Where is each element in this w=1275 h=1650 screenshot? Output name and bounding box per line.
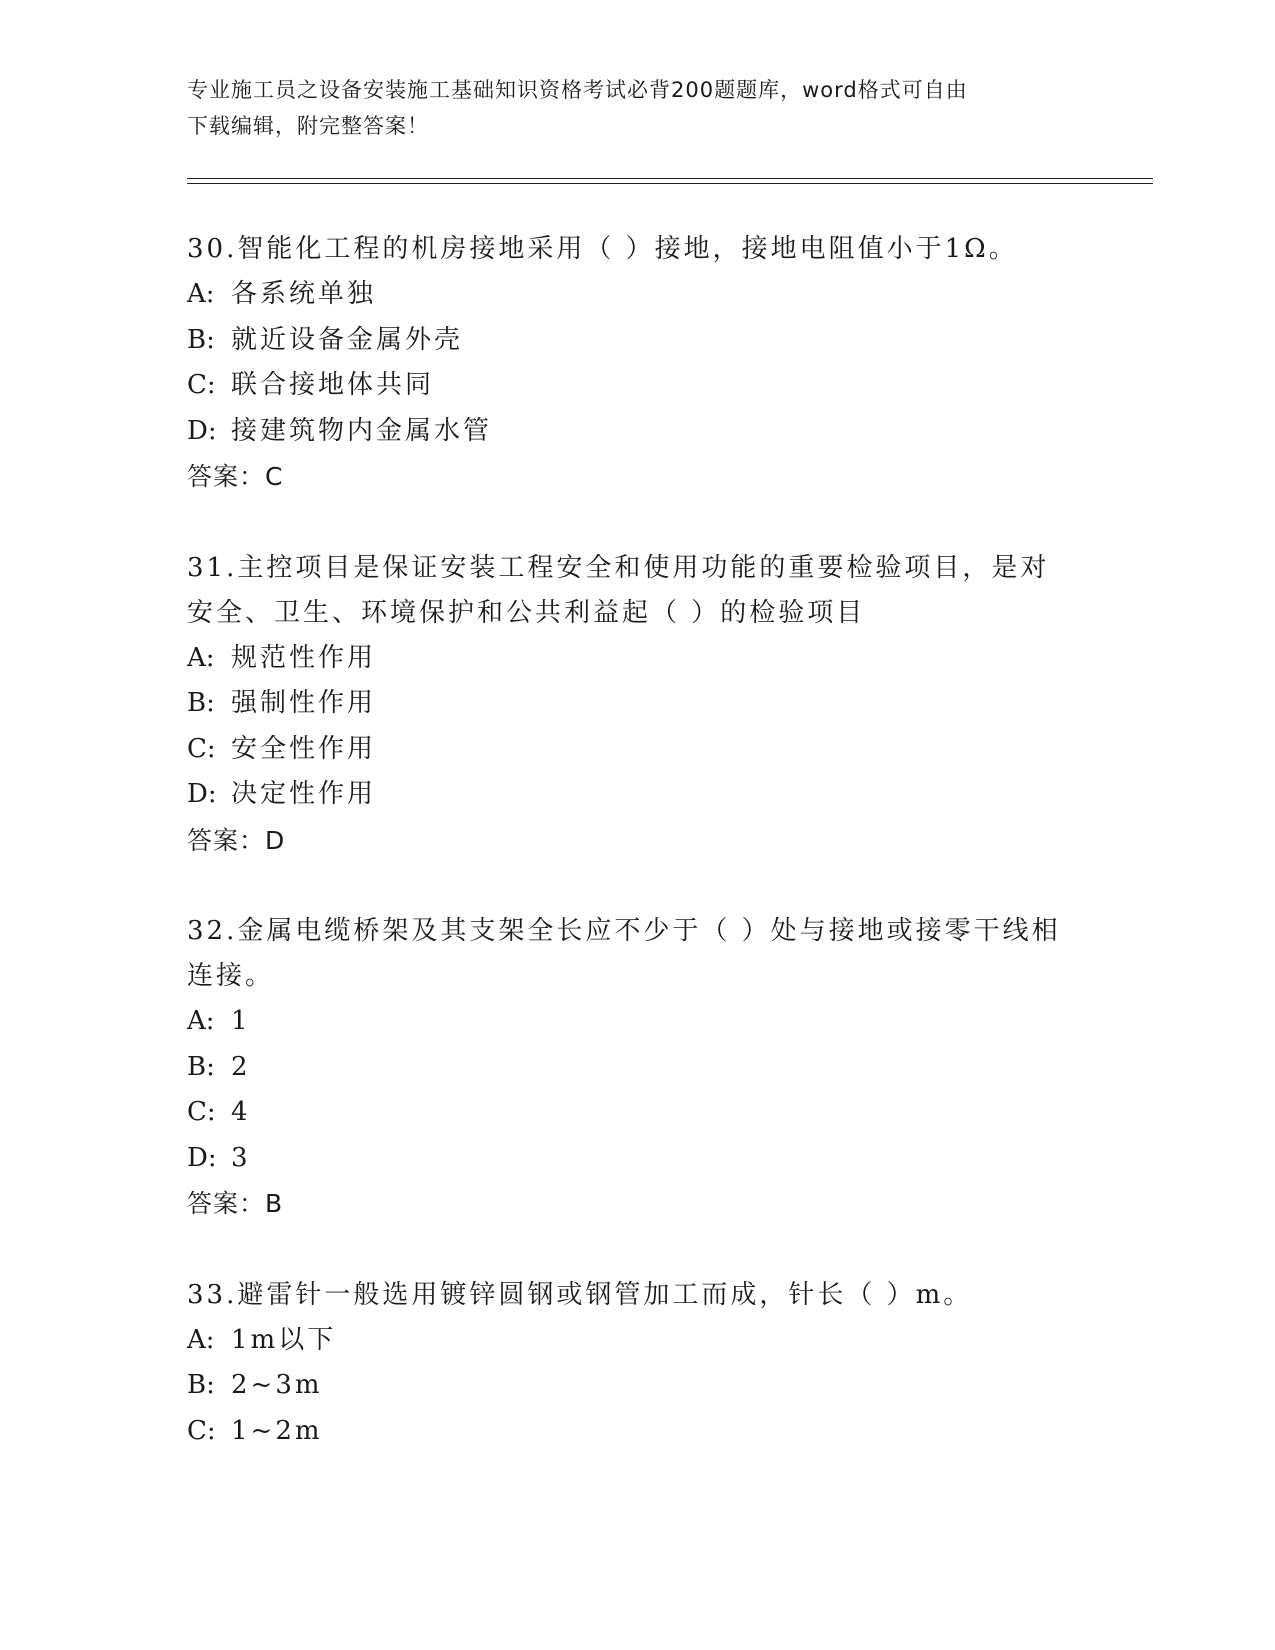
option-text: 4 — [231, 1097, 251, 1127]
option-letter: A: — [187, 642, 215, 673]
question-33 — [187, 1273, 1077, 1455]
option-letter: C: — [187, 370, 216, 400]
option-letter: A: — [187, 279, 215, 309]
option-text: 1m以下 — [231, 1324, 337, 1355]
question-text: 30.智能化工程的机房接地采用（ ）接地，接地电阻值小于1Ω。 — [187, 234, 1018, 264]
question-text: 31.主控项目是保证安装工程安全和使用功能的重要检验项目，是对安全、卫生、环境保护和公共利益起（ ）的检验项目 — [187, 552, 1050, 628]
option-letter: D: — [187, 1142, 217, 1173]
option-text: 就近设备金属外壳 — [231, 324, 464, 355]
option-a — [187, 999, 1077, 1045]
header-line-1: 专业施工员之设备安装施工基础知识资格考试必背200题题库，word格式可自由 — [187, 78, 968, 102]
option-letter: A: — [187, 1006, 215, 1036]
header-divider-top — [187, 178, 1153, 179]
option-b — [187, 1363, 1077, 1409]
question-text: 32.金属电缆桥架及其支架全长应不少于（ ）处与接地或接零干线相连接。 — [187, 916, 1061, 991]
option-c — [187, 1090, 1077, 1136]
option-text: 2 — [231, 1051, 251, 1082]
question-list — [187, 227, 1077, 1500]
document-header — [187, 72, 1067, 144]
option-text: 各系统单独 — [231, 279, 377, 309]
option-d — [187, 1136, 1077, 1182]
question-30 — [187, 227, 1077, 500]
option-letter: A: — [187, 1324, 215, 1355]
question-32 — [187, 909, 1077, 1227]
option-letter: B: — [187, 1051, 215, 1082]
option-c — [187, 727, 1077, 773]
option-letter: C: — [187, 1415, 216, 1446]
option-letter: B: — [187, 1370, 215, 1400]
answer-label: 答案：C — [187, 462, 284, 491]
option-letter: C: — [187, 733, 216, 764]
question-31 — [187, 546, 1077, 864]
option-text: 规范性作用 — [231, 642, 377, 673]
option-text: 联合接地体共同 — [231, 370, 435, 400]
header-divider-bottom — [187, 183, 1153, 184]
option-text: 1 — [231, 1006, 251, 1036]
option-d — [187, 409, 1077, 455]
option-text: 决定性作用 — [231, 779, 377, 809]
option-c — [187, 363, 1077, 409]
option-letter: B: — [187, 688, 215, 718]
option-letter: D: — [187, 779, 217, 809]
option-text: 接建筑物内金属水管 — [231, 415, 493, 446]
option-b — [187, 681, 1077, 727]
option-text: 3 — [231, 1142, 251, 1173]
option-a — [187, 636, 1077, 682]
option-d — [187, 772, 1077, 818]
option-letter: D: — [187, 415, 217, 446]
option-b — [187, 1045, 1077, 1091]
option-text: 1~2m — [231, 1415, 323, 1446]
answer-label: 答案：D — [187, 825, 286, 855]
option-letter: C: — [187, 1097, 216, 1127]
option-text: 安全性作用 — [231, 733, 377, 764]
option-text: 强制性作用 — [231, 688, 377, 718]
option-text: 2~3m — [231, 1370, 323, 1400]
option-c — [187, 1409, 1077, 1455]
answer-label: 答案：B — [187, 1189, 284, 1218]
question-text: 33.避雷针一般选用镀锌圆钢或钢管加工而成，针长（ ）m。 — [187, 1279, 973, 1310]
option-b — [187, 318, 1077, 364]
header-line-2: 下载编辑，附完整答案！ — [187, 114, 429, 138]
option-a — [187, 1318, 1077, 1364]
option-letter: B: — [187, 324, 215, 355]
option-a — [187, 272, 1077, 318]
